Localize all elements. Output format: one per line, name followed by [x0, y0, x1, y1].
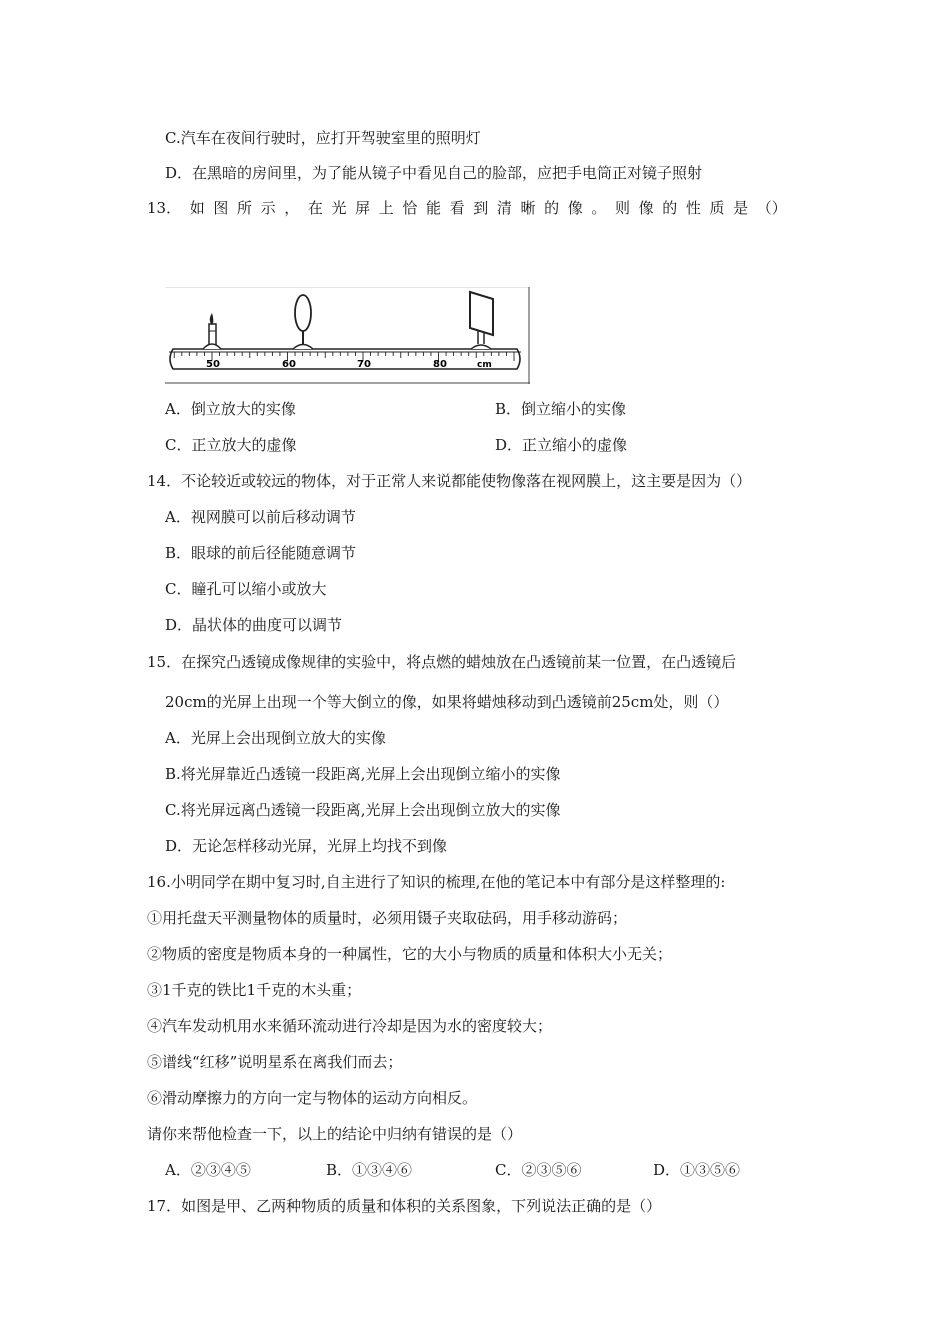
q13-stem-char: 则	[614, 199, 630, 217]
q13-stem-char: 看	[449, 199, 465, 217]
q16-item-4: ④汽车发动机用水来循环流动进行冷却是因为水的密度较大；	[147, 1017, 553, 1035]
q16-option-d: D．①③⑤⑥	[653, 1161, 741, 1179]
q13-option-c: C．正立放大的虚像	[165, 436, 297, 454]
q13-stem-char: 如	[189, 199, 205, 217]
q14-stem: 14．不论较近或较远的物体，对于正常人来说都能使物像落在视网膜上，这主要是因为（）	[147, 472, 752, 490]
q13-stem-char: 示	[260, 199, 276, 217]
q13-stem-char: 质	[709, 199, 725, 217]
q15-option-c: C.将光屏远离凸透镜一段距离,光屏上会出现倒立放大的实像	[165, 801, 561, 819]
q13-stem-char: 是	[733, 199, 749, 217]
q16-item-2: ②物质的密度是物质本身的一种属性，它的大小与物质的质量和体积大小无关；	[147, 945, 673, 963]
q13-stem-char: 在	[307, 199, 323, 217]
q13-stem-char: 上	[378, 199, 394, 217]
q16-option-c: C．②③⑤⑥	[495, 1161, 582, 1179]
ruler-unit-label: cm	[477, 360, 492, 370]
ruler-label-80: 80	[433, 359, 447, 370]
q13-stem-char: 性	[685, 199, 701, 217]
q13-stem-char: 清	[496, 199, 512, 217]
q13-option-d: D．正立缩小的虚像	[495, 436, 628, 454]
q16-item-6: ⑥滑动摩擦力的方向一定与物体的运动方向相反。	[147, 1089, 478, 1107]
q13-stem-char: 所	[236, 199, 252, 217]
q13-stem-char: 像	[567, 199, 583, 217]
q15-option-a: A．光屏上会出现倒立放大的实像	[165, 729, 386, 747]
q17-stem: 17．如图是甲、乙两种物质的质量和体积的关系图象，下列说法正确的是（）	[147, 1197, 662, 1215]
optical-bench-figure	[165, 287, 530, 384]
q13-stem	[147, 198, 787, 218]
q13-stem-char: （）	[756, 199, 787, 217]
q13-stem-char: 到	[473, 199, 489, 217]
q14-option-b: B．眼球的前后径能随意调节	[165, 544, 357, 562]
q13-stem-char: 13．	[147, 199, 182, 217]
q13-stem-char: 图	[213, 199, 229, 217]
q13-stem-char: 恰	[402, 199, 418, 217]
q16-option-a: A．②③④⑤	[165, 1161, 251, 1179]
convex-lens-icon	[293, 295, 313, 349]
q13-stem-char: 光	[331, 199, 347, 217]
q14-option-d: D．晶状体的曲度可以调节	[165, 616, 343, 634]
q16-item-3: ③1千克的铁比1千克的木头重；	[147, 981, 362, 999]
ruler-label-60: 60	[282, 359, 296, 370]
q13-stem-char: 像	[638, 199, 654, 217]
light-screen-icon	[470, 292, 493, 349]
q16-ask: 请你来帮他检查一下，以上的结论中归纳有错误的是（）	[147, 1125, 523, 1143]
q13-option-a: A．倒立放大的实像	[165, 400, 296, 418]
q15-option-d: D．无论怎样移动光屏，光屏上均找不到像	[165, 837, 448, 855]
q14-option-c: C．瞳孔可以缩小或放大	[165, 580, 327, 598]
q13-stem-char: 能	[425, 199, 441, 217]
candle-icon	[203, 313, 221, 349]
q15-stem-line2: 20cm的光屏上出现一个等大倒立的像，如果将蜡烛移动到凸透镜前25cm处，则（）	[165, 693, 729, 711]
q13-stem-char: 的	[544, 199, 560, 217]
q13-stem-char: 晰	[520, 199, 536, 217]
q16-option-b: B．①③④⑥	[326, 1161, 413, 1179]
q12-option-d: D．在黑暗的房间里，为了能从镜子中看见自己的脸部，应把手电筒正对镜子照射	[165, 164, 703, 182]
q15-option-b: B.将光屏靠近凸透镜一段距离,光屏上会出现倒立缩小的实像	[165, 765, 561, 783]
ruler-label-50: 50	[206, 359, 220, 370]
q13-stem-char: 屏	[355, 199, 371, 217]
q16-stem: 16.小明同学在期中复习时,自主进行了知识的梳理,在他的笔记本中有部分是这样整理的:	[147, 873, 726, 891]
q13-stem-char: ，	[284, 199, 300, 217]
q13-option-b: B．倒立缩小的实像	[495, 400, 627, 418]
q16-item-1: ①用托盘天平测量物体的质量时，必须用镊子夹取砝码，用手移动游码；	[147, 909, 628, 927]
ruler-label-70: 70	[357, 359, 371, 370]
q15-stem-line1: 15．在探究凸透镜成像规律的实验中，将点燃的蜡烛放在凸透镜前某一位置，在凸透镜后	[147, 653, 737, 671]
q13-stem-char: 的	[662, 199, 678, 217]
q13-stem-char: 。	[591, 199, 607, 217]
q14-option-a: A．视网膜可以前后移动调节	[165, 508, 356, 526]
q12-option-c: C.汽车在夜间行驶时，应打开驾驶室里的照明灯	[165, 129, 481, 147]
q16-item-5: ⑤谱线“红移”说明星系在离我们而去；	[147, 1053, 403, 1071]
